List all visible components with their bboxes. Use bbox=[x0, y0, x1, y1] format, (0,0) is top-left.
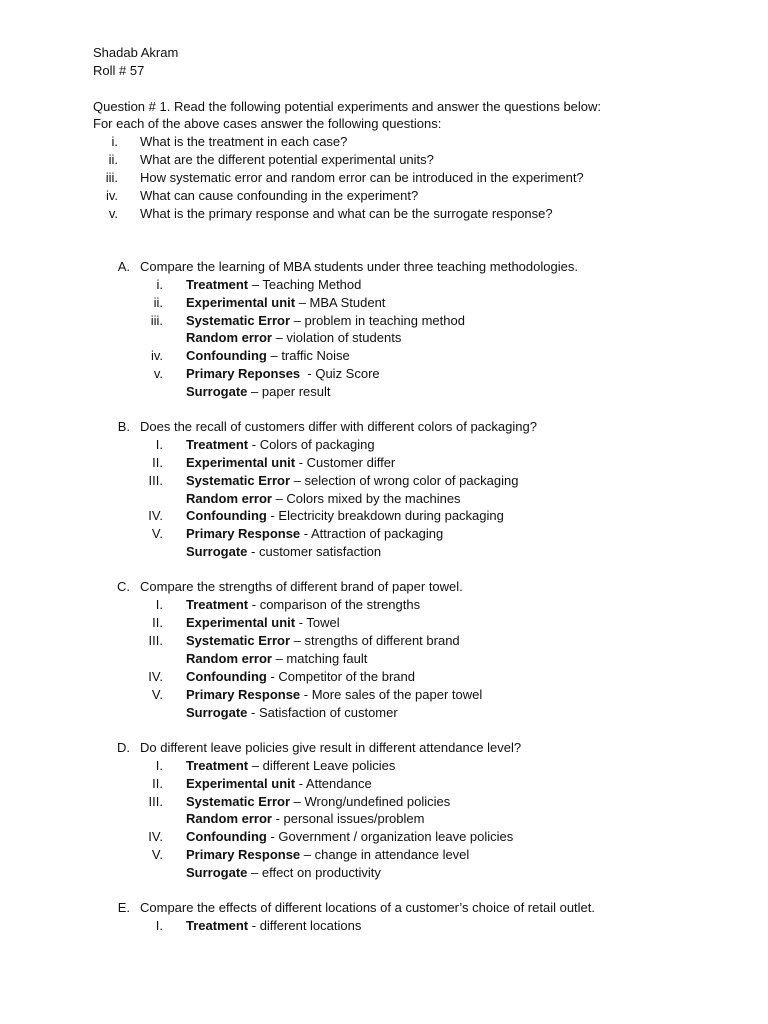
row-label: Experimental unit bbox=[186, 455, 296, 470]
row-label: Random error bbox=[186, 651, 272, 666]
case-row bbox=[186, 917, 361, 935]
row-label: Experimental unit bbox=[186, 615, 296, 630]
row-value: – matching fault bbox=[271, 651, 368, 666]
case-row bbox=[186, 329, 401, 347]
row-value: – Wrong/undefined policies bbox=[290, 794, 451, 809]
case-row-number: IV. bbox=[148, 508, 163, 523]
case-row bbox=[186, 365, 380, 383]
row-label: Experimental unit bbox=[186, 295, 296, 310]
row-value: - comparison of the strengths bbox=[248, 597, 421, 612]
question-item-text: What is the primary response and what can be the surrogate response? bbox=[140, 206, 553, 221]
case-row-number: IV. bbox=[148, 669, 163, 684]
row-label: Surrogate bbox=[186, 384, 248, 399]
case-title: Do different leave policies give result in different attendance level? bbox=[140, 740, 522, 755]
roll-number: Roll # 57 bbox=[93, 63, 145, 78]
row-label: Systematic Error bbox=[186, 313, 291, 328]
case-row bbox=[186, 525, 443, 543]
row-label: Primary Reponses bbox=[186, 366, 301, 381]
row-value: - customer satisfaction bbox=[247, 544, 382, 559]
case-row bbox=[186, 704, 398, 722]
case-row bbox=[186, 775, 372, 793]
case-row bbox=[186, 383, 331, 401]
case-row-number: II. bbox=[152, 455, 163, 470]
question-item-text: How systematic error and random error can be introduced in the experiment? bbox=[140, 170, 584, 185]
case-row bbox=[186, 596, 420, 614]
row-value: – different Leave policies bbox=[248, 758, 396, 773]
row-label: Systematic Error bbox=[186, 633, 291, 648]
case-row bbox=[186, 312, 465, 330]
row-label: Random error bbox=[186, 811, 272, 826]
row-label: Primary Response bbox=[186, 687, 301, 702]
row-value: – Teaching Method bbox=[248, 277, 362, 292]
row-value: – paper result bbox=[247, 384, 331, 399]
case-title: Compare the effects of different locations of a customer’s choice of retail outlet. bbox=[140, 900, 596, 915]
row-value: – violation of students bbox=[271, 330, 402, 345]
case-row-number: i. bbox=[156, 277, 163, 292]
case-row-number: I. bbox=[155, 758, 163, 773]
case-row-number: IV. bbox=[148, 829, 163, 844]
case-row-number: iii. bbox=[150, 313, 163, 328]
row-value: – traffic Noise bbox=[266, 348, 350, 363]
row-value: - Attraction of packaging bbox=[300, 526, 444, 541]
case-row bbox=[186, 347, 350, 365]
row-label: Confounding bbox=[186, 829, 267, 844]
row-value: - Towel bbox=[295, 615, 340, 630]
row-value: – Colors mixed by the machines bbox=[271, 491, 461, 506]
row-label: Treatment bbox=[186, 437, 249, 452]
case-row bbox=[186, 650, 367, 668]
case-letter: C. bbox=[117, 579, 130, 594]
row-value: - Attendance bbox=[295, 776, 372, 791]
case-letter: E. bbox=[117, 900, 130, 915]
case-row-number: V. bbox=[151, 847, 163, 862]
case-row-number: v. bbox=[153, 366, 163, 381]
row-value: - Quiz Score bbox=[300, 366, 380, 381]
case-row bbox=[186, 846, 469, 864]
row-value: - Competitor of the brand bbox=[266, 669, 415, 684]
case-row-number: V. bbox=[151, 526, 163, 541]
case-row bbox=[186, 276, 361, 294]
case-row bbox=[186, 490, 461, 508]
row-label: Confounding bbox=[186, 348, 267, 363]
case-row bbox=[186, 632, 460, 650]
case-row bbox=[186, 686, 482, 704]
row-value: - Satisfaction of customer bbox=[247, 705, 398, 720]
question-title: Question # 1. Read the following potential experiments and answer the questions below: bbox=[93, 99, 602, 114]
row-value: – effect on productivity bbox=[247, 865, 381, 880]
case-row bbox=[186, 543, 381, 561]
row-label: Surrogate bbox=[186, 865, 248, 880]
case-row bbox=[186, 294, 385, 312]
question-item-number: iii. bbox=[105, 170, 118, 185]
row-value: – problem in teaching method bbox=[290, 313, 465, 328]
case-row bbox=[186, 793, 450, 811]
case-row bbox=[186, 828, 513, 846]
row-label: Treatment bbox=[186, 758, 249, 773]
row-value: - personal issues/problem bbox=[271, 811, 425, 826]
case-row-number: I. bbox=[155, 597, 163, 612]
row-label: Surrogate bbox=[186, 705, 248, 720]
row-value: - different locations bbox=[248, 918, 362, 933]
case-row-number: V. bbox=[151, 687, 163, 702]
row-label: Surrogate bbox=[186, 544, 248, 559]
question-item-text: What are the different potential experimental units? bbox=[140, 152, 434, 167]
row-label: Random error bbox=[186, 330, 272, 345]
case-title: Compare the strengths of different brand of paper towel. bbox=[140, 579, 463, 594]
row-label: Primary Response bbox=[186, 847, 301, 862]
case-row-number: ii. bbox=[153, 295, 163, 310]
case-row bbox=[186, 668, 415, 686]
row-value: – MBA Student bbox=[295, 295, 386, 310]
question-intro: For each of the above cases answer the following questions: bbox=[93, 116, 442, 131]
row-label: Systematic Error bbox=[186, 473, 291, 488]
row-label: Treatment bbox=[186, 918, 249, 933]
row-value: - More sales of the paper towel bbox=[300, 687, 483, 702]
row-label: Systematic Error bbox=[186, 794, 291, 809]
row-value: - Government / organization leave policies bbox=[266, 829, 514, 844]
case-row bbox=[186, 614, 340, 632]
case-row-number: II. bbox=[152, 776, 163, 791]
case-letter: B. bbox=[117, 419, 130, 434]
case-row bbox=[186, 436, 375, 454]
case-row bbox=[186, 864, 381, 882]
row-value: – strengths of different brand bbox=[290, 633, 460, 648]
case-row bbox=[186, 507, 504, 525]
row-value: – selection of wrong color of packaging bbox=[290, 473, 519, 488]
case-row-number: I. bbox=[155, 437, 163, 452]
case-row-number: iv. bbox=[150, 348, 163, 363]
row-label: Treatment bbox=[186, 277, 249, 292]
case-row-number: II. bbox=[152, 615, 163, 630]
case-row-number: III. bbox=[148, 794, 163, 809]
question-item-number: ii. bbox=[108, 152, 118, 167]
question-item-text: What is the treatment in each case? bbox=[140, 134, 348, 149]
row-label: Random error bbox=[186, 491, 272, 506]
case-row-number: III. bbox=[148, 633, 163, 648]
case-row-number: III. bbox=[148, 473, 163, 488]
case-row-number: I. bbox=[155, 918, 163, 933]
row-label: Treatment bbox=[186, 597, 249, 612]
case-title: Does the recall of customers differ with different colors of packaging? bbox=[140, 419, 537, 434]
row-label: Confounding bbox=[186, 669, 267, 684]
question-item-number: v. bbox=[108, 206, 118, 221]
case-row bbox=[186, 472, 518, 490]
case-title: Compare the learning of MBA students under three teaching methodologies. bbox=[140, 259, 578, 274]
row-label: Experimental unit bbox=[186, 776, 296, 791]
question-item-text: What can cause confounding in the experiment? bbox=[140, 188, 419, 203]
row-value: - Colors of packaging bbox=[248, 437, 375, 452]
case-row bbox=[186, 454, 395, 472]
question-item-number: i. bbox=[111, 134, 118, 149]
row-value: - Customer differ bbox=[295, 455, 396, 470]
row-value: – change in attendance level bbox=[300, 847, 470, 862]
question-item-number: iv. bbox=[105, 188, 118, 203]
case-letter: D. bbox=[117, 740, 130, 755]
student-name: Shadab Akram bbox=[93, 45, 179, 60]
row-value: - Electricity breakdown during packaging bbox=[266, 508, 504, 523]
case-letter: A. bbox=[117, 259, 130, 274]
row-label: Primary Response bbox=[186, 526, 301, 541]
case-row bbox=[186, 810, 424, 828]
row-label: Confounding bbox=[186, 508, 267, 523]
case-row bbox=[186, 757, 395, 775]
